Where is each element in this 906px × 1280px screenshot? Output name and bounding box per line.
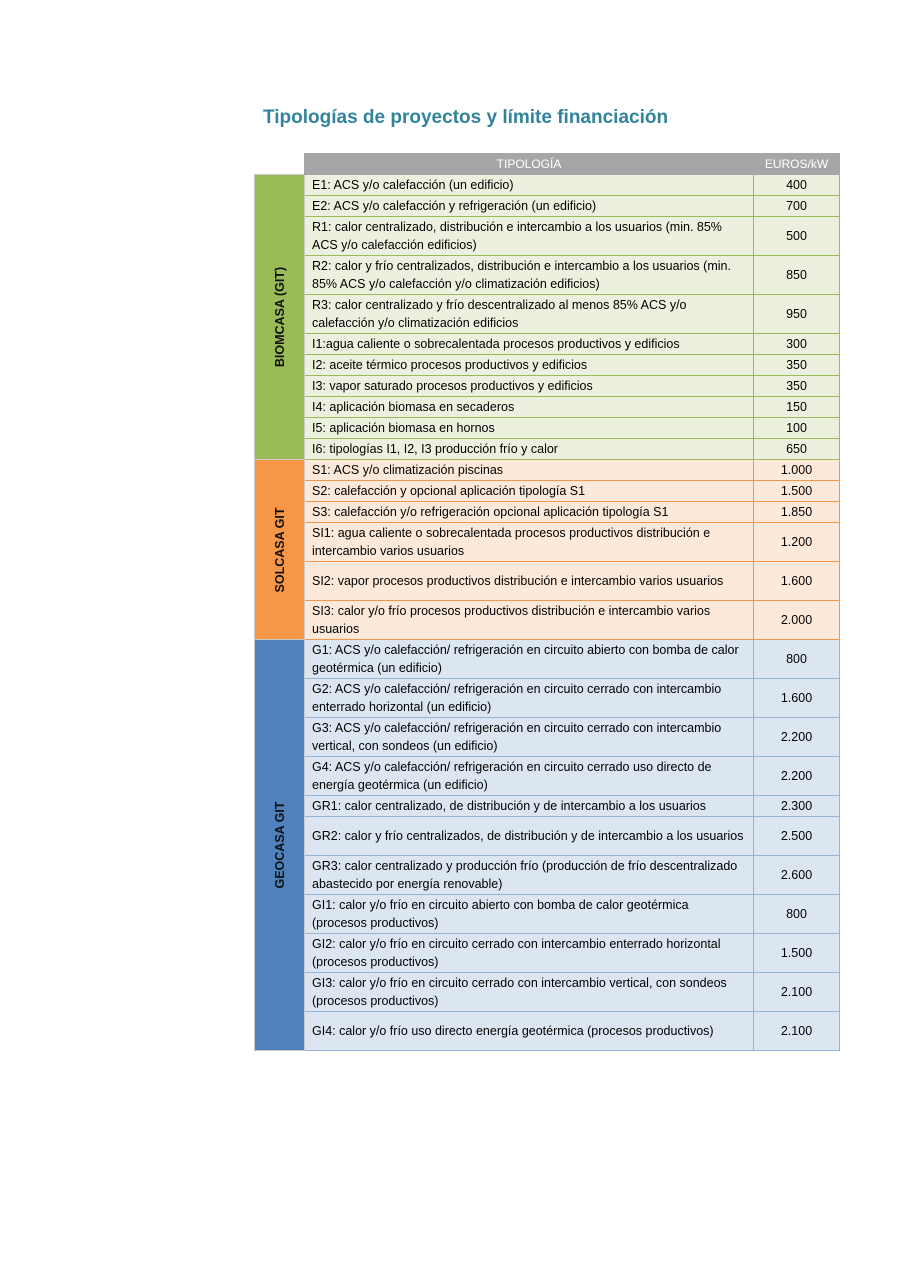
table-row	[255, 562, 840, 601]
row-description: GI4: calor y/o frío uso directo energía geotérmica (procesos productivos)	[305, 1012, 754, 1051]
row-description: E1: ACS y/o calefacción (un edificio)	[305, 175, 754, 196]
table-row	[255, 1012, 840, 1051]
table-row	[255, 817, 840, 856]
row-description: GR3: calor centralizado y producción frío (producción de frío descentralizado abastecido por energía renovable)	[305, 856, 754, 895]
table-row	[255, 295, 840, 334]
row-description: I5: aplicación biomasa en hornos	[305, 418, 754, 439]
row-value: 2.000	[754, 601, 840, 640]
row-value: 2.200	[754, 718, 840, 757]
table-row	[255, 355, 840, 376]
row-description: G1: ACS y/o calefacción/ refrigeración en circuito abierto con bomba de calor geotérmica (un edificio)	[305, 640, 754, 679]
row-value: 1.200	[754, 523, 840, 562]
row-value: 2.600	[754, 856, 840, 895]
row-description: G2: ACS y/o calefacción/ refrigeración en circuito cerrado con intercambio enterrado horizontal (un edificio)	[305, 679, 754, 718]
table-row	[255, 796, 840, 817]
row-value: 800	[754, 640, 840, 679]
row-value: 850	[754, 256, 840, 295]
page-title: Tipologías de proyectos y límite financiación	[263, 107, 669, 128]
table-row	[255, 196, 840, 217]
row-description: I4: aplicación biomasa en secaderos	[305, 397, 754, 418]
table-row	[255, 217, 840, 256]
group-label-biomcasa: BIOMCASA (GIT)	[272, 266, 287, 368]
row-value: 1.600	[754, 562, 840, 601]
row-value: 400	[754, 175, 840, 196]
row-description: S2: calefacción y opcional aplicación tipología S1	[305, 481, 754, 502]
row-value: 1.600	[754, 679, 840, 718]
header-euros-kw: EUROS/kW	[754, 154, 840, 175]
group-label-geocasa: GEOCASA GIT	[272, 801, 287, 889]
table-row	[255, 502, 840, 523]
row-description: GI2: calor y/o frío en circuito cerrado con intercambio enterrado horizontal (procesos productivos)	[305, 934, 754, 973]
row-description: GR1: calor centralizado, de distribución y de intercambio a los usuarios	[305, 796, 754, 817]
row-description: SI3: calor y/o frío procesos productivos distribución e intercambio varios usuarios	[305, 601, 754, 640]
financing-table	[254, 153, 840, 1051]
row-value: 1.500	[754, 934, 840, 973]
row-value: 350	[754, 376, 840, 397]
table-header-row	[255, 154, 840, 175]
table-row	[255, 481, 840, 502]
row-description: R3: calor centralizado y frío descentralizado al menos 85% ACS y/o calefacción y/o climatización edificios	[305, 295, 754, 334]
row-description: S3: calefacción y/o refrigeración opcional aplicación tipología S1	[305, 502, 754, 523]
table-row	[255, 934, 840, 973]
row-value: 2.300	[754, 796, 840, 817]
row-value: 650	[754, 439, 840, 460]
table-row	[255, 418, 840, 439]
table-row	[255, 397, 840, 418]
table-row	[255, 679, 840, 718]
row-value: 800	[754, 895, 840, 934]
row-value: 1.850	[754, 502, 840, 523]
row-value: 2.500	[754, 817, 840, 856]
row-description: R1: calor centralizado, distribución e intercambio a los usuarios (min. 85% ACS y/o calefacción edificios)	[305, 217, 754, 256]
row-value: 1.000	[754, 460, 840, 481]
table-row	[255, 256, 840, 295]
table-row	[255, 175, 840, 196]
row-description: G4: ACS y/o calefacción/ refrigeración en circuito cerrado uso directo de energía geotérmica (un edificio)	[305, 757, 754, 796]
row-description: E2: ACS y/o calefacción y refrigeración (un edificio)	[305, 196, 754, 217]
table-row	[255, 439, 840, 460]
row-description: G3: ACS y/o calefacción/ refrigeración en circuito cerrado con intercambio vertical, con sondeos (un edificio)	[305, 718, 754, 757]
row-value: 2.200	[754, 757, 840, 796]
row-description: GI3: calor y/o frío en circuito cerrado con intercambio vertical, con sondeos (procesos productivos)	[305, 973, 754, 1012]
header-tipologia: TIPOLOGÍA	[305, 154, 754, 175]
row-description: S1: ACS y/o climatización piscinas	[305, 460, 754, 481]
table-row	[255, 757, 840, 796]
group-label-solcasa: SOLCASA GIT	[272, 507, 287, 592]
header-blank-cell	[255, 154, 305, 175]
table-row	[255, 601, 840, 640]
row-description: SI1: agua caliente o sobrecalentada procesos productivos distribución e intercambio varios usuarios	[305, 523, 754, 562]
row-value: 1.500	[754, 481, 840, 502]
row-value: 500	[754, 217, 840, 256]
table-row	[255, 460, 840, 481]
table-row	[255, 376, 840, 397]
table-row	[255, 718, 840, 757]
group-cell-geocasa	[255, 640, 305, 1051]
group-cell-solcasa	[255, 460, 305, 640]
row-value: 350	[754, 355, 840, 376]
table-row	[255, 523, 840, 562]
row-value: 2.100	[754, 973, 840, 1012]
table-row	[255, 973, 840, 1012]
row-value: 2.100	[754, 1012, 840, 1051]
table-row	[255, 640, 840, 679]
row-description: GI1: calor y/o frío en circuito abierto con bomba de calor geotérmica (procesos productivos)	[305, 895, 754, 934]
row-value: 700	[754, 196, 840, 217]
row-description: I2: aceite térmico procesos productivos y edificios	[305, 355, 754, 376]
row-description: SI2: vapor procesos productivos distribución e intercambio varios usuarios	[305, 562, 754, 601]
table-row	[255, 856, 840, 895]
row-value: 300	[754, 334, 840, 355]
row-description: GR2: calor y frío centralizados, de distribución y de intercambio a los usuarios	[305, 817, 754, 856]
row-description: R2: calor y frío centralizados, distribución e intercambio a los usuarios (min. 85% ACS y/o calefacción y/o climatización edificios)	[305, 256, 754, 295]
row-description: I1:agua caliente o sobrecalentada procesos productivos y edificios	[305, 334, 754, 355]
row-value: 150	[754, 397, 840, 418]
table-row	[255, 895, 840, 934]
row-description: I6: tipologías I1, I2, I3 producción frío y calor	[305, 439, 754, 460]
row-value: 100	[754, 418, 840, 439]
row-value: 950	[754, 295, 840, 334]
table-row	[255, 334, 840, 355]
group-cell-biomcasa	[255, 175, 305, 460]
row-description: I3: vapor saturado procesos productivos y edificios	[305, 376, 754, 397]
